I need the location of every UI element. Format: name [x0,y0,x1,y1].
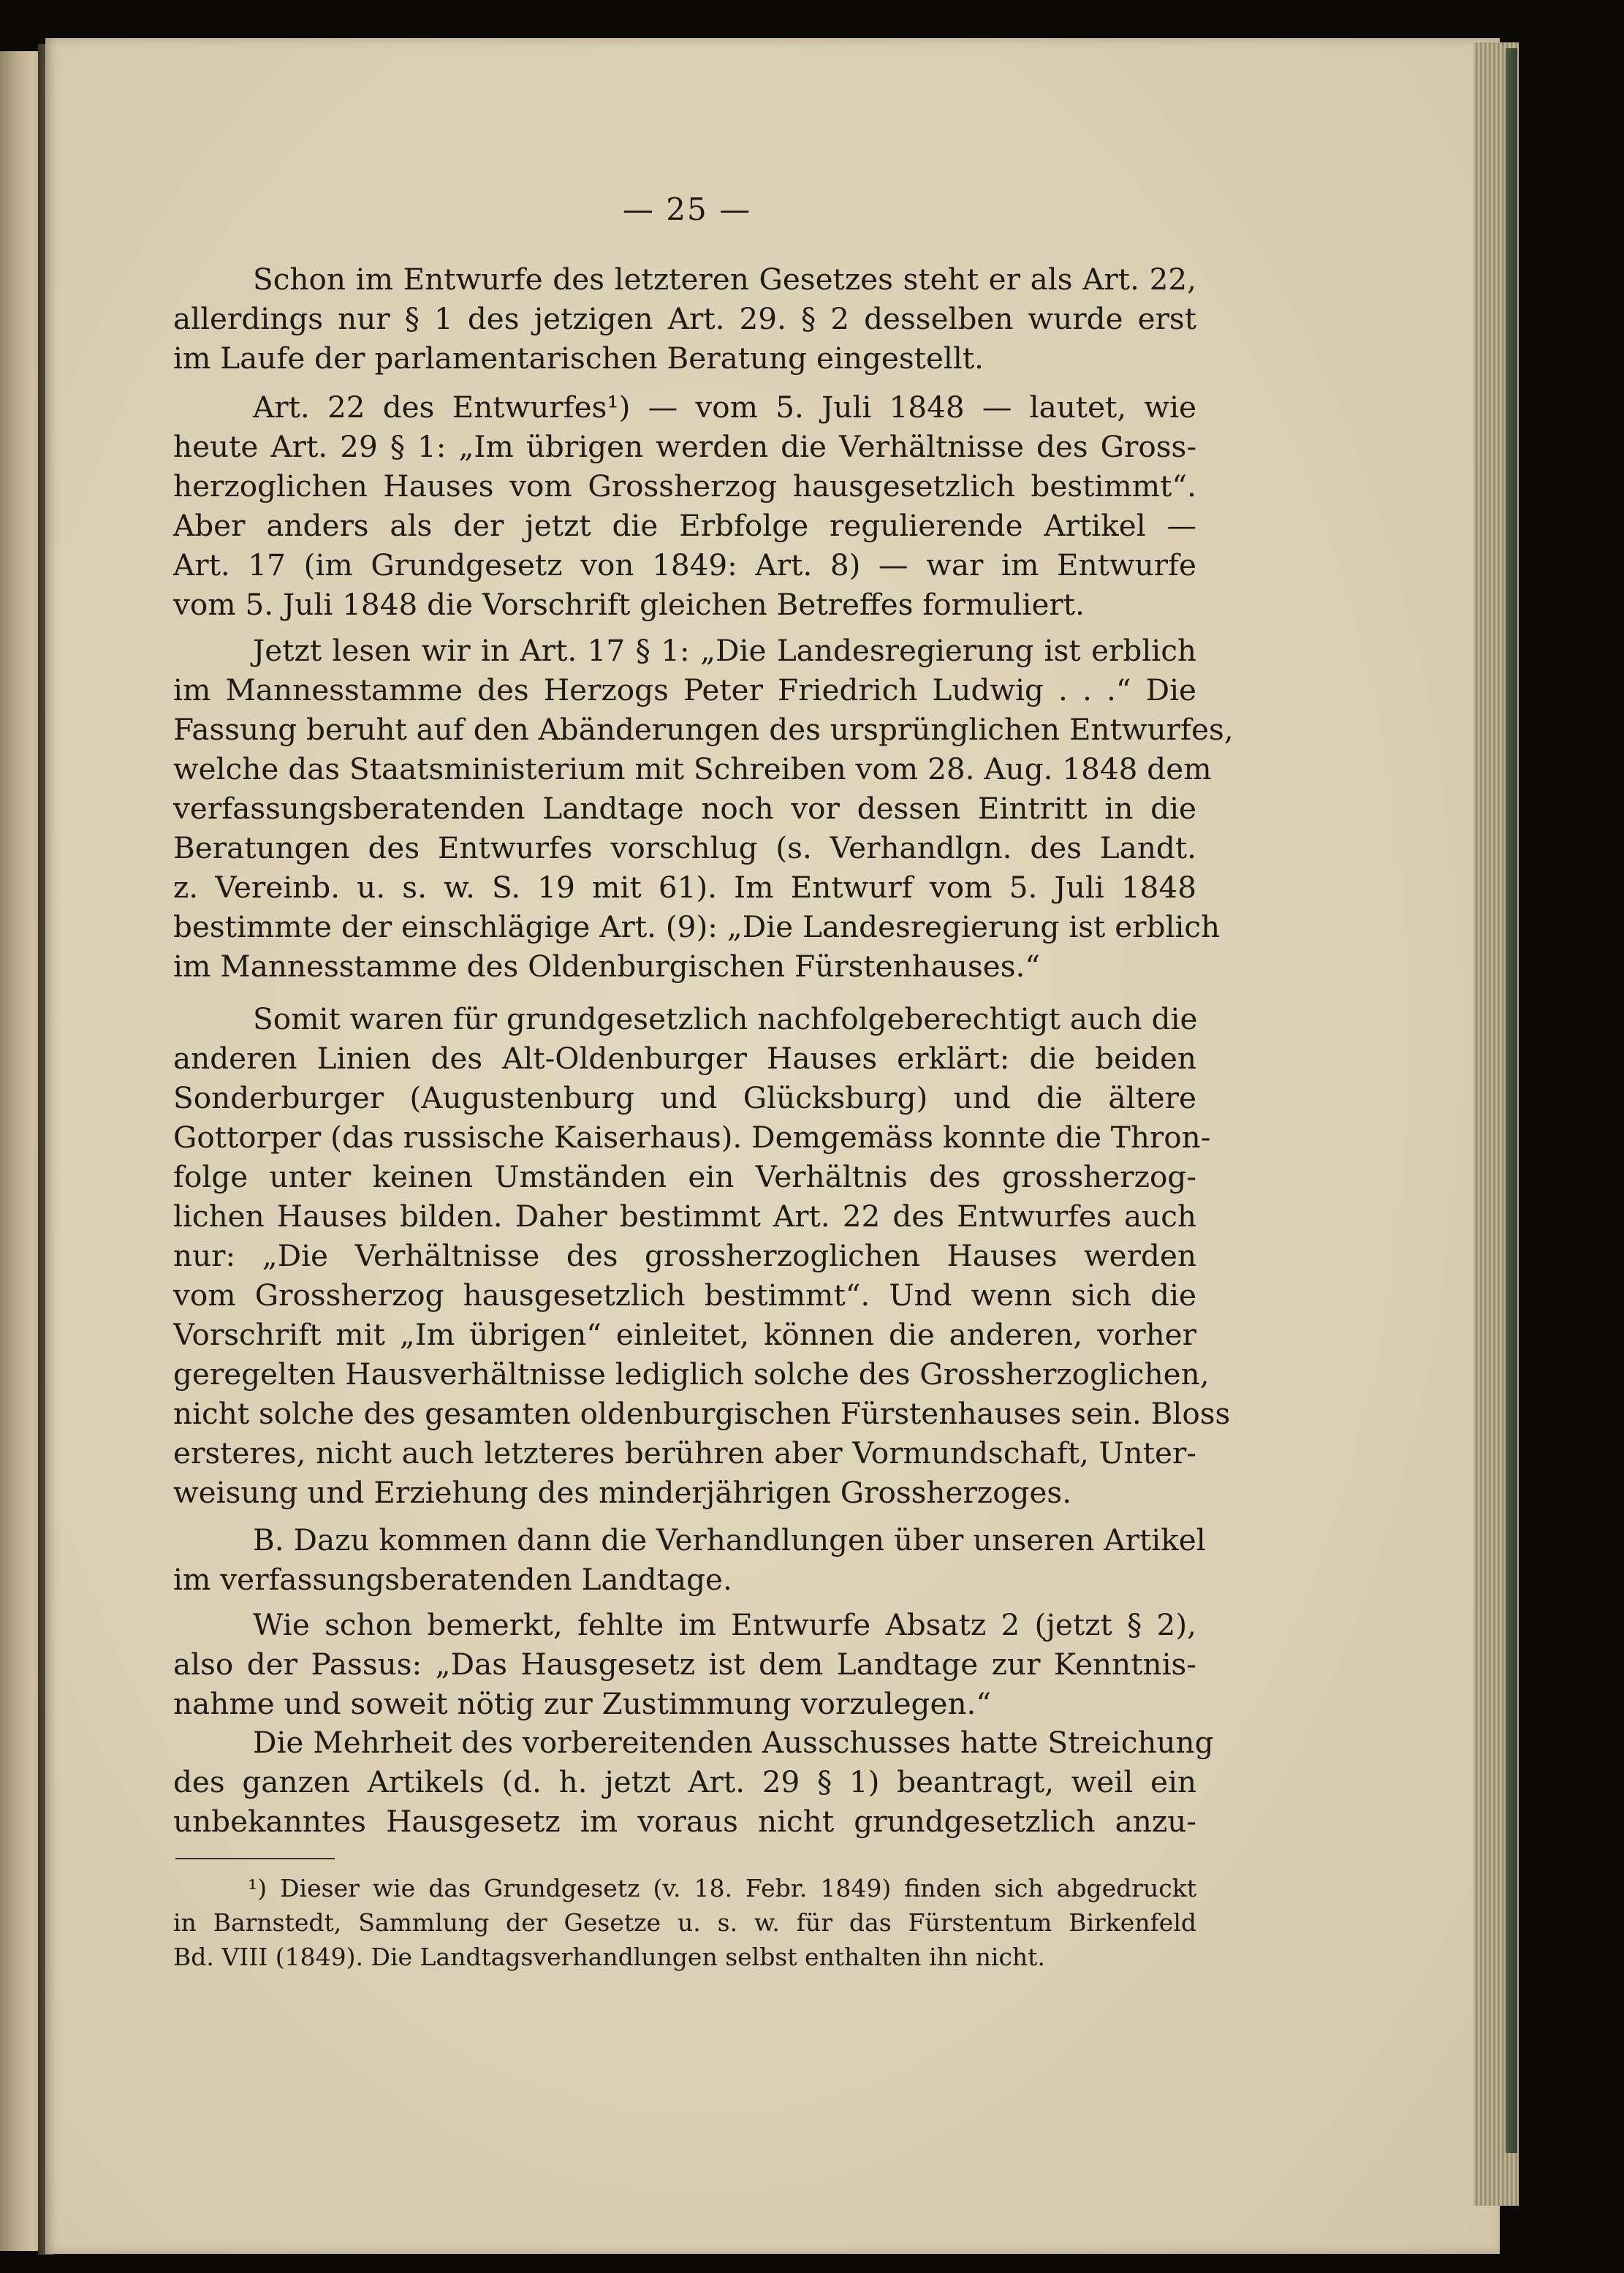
paragraph-6 [173,1605,1196,1723]
text-line: im Mannesstamme des Oldenburgischen Fürstenhauses.“ [173,949,1041,984]
book-cover-edge [1506,48,1517,2153]
text-line: im Laufe der parlamentarischen Beratung eingestellt. [173,341,984,376]
text-line: welche das Staatsministerium mit Schreiben vom 28. Aug. 1848 dem [173,751,1212,786]
text-line: Fassung beruht auf den Abänderungen des ursprünglichen Entwurfes, [173,712,1234,747]
text-line: folge unter keinen Umständen ein Verhältnis des grossherzog- [173,1159,1196,1194]
text-line: Aber anders als der jetzt die Erbfolge regulierende Artikel — [173,508,1196,543]
footnote-line: ¹) Dieser wie das Grundgesetz (v. 18. Febr. 1849) finden sich abgedruckt [248,1874,1196,1902]
text-line: nicht solche des gesamten oldenburgischen Fürstenhauses sein. Bloss [173,1396,1231,1431]
text-line: also der Passus: „Das Hausgesetz ist dem Landtage zur Kenntnis- [173,1647,1196,1682]
page-number: — 25 — [622,191,752,227]
text-line: weisung und Erziehung des minderjährigen Grossherzoges. [173,1475,1072,1510]
text-line: des ganzen Artikels (d. h. jetzt Art. 29 § 1) beantragt, weil ein [173,1764,1196,1799]
text-line: Art. 22 des Entwurfes¹) — vom 5. Juli 1848 — lautet, wie [253,390,1196,425]
text-line: geregelten Hausverhältnisse lediglich solche des Grossherzoglichen, [173,1356,1210,1392]
text-line: unbekanntes Hausgesetz im voraus nicht grundgesetzlich anzu- [173,1804,1196,1839]
text-line: anderen Linien des Alt-Oldenburger Hauses erklärt: die beiden [173,1041,1196,1076]
page-stack-edges [1473,42,1519,2206]
text-line: Wie schon bemerkt, fehlte im Entwurfe Absatz 2 (jetzt § 2), [253,1607,1196,1642]
footnote-line: in Barnstedt, Sammlung der Gesetze u. s. w. für das Fürstentum Birkenfeld [173,1908,1196,1937]
footnote [173,1871,1196,1974]
text-line: verfassungsberatenden Landtage noch vor dessen Eintritt in die [173,791,1196,826]
text-line: Vorschrift mit „Im übrigen“ einleitet, können die anderen, vorher [173,1317,1196,1352]
text-line: B. Dazu kommen dann die Verhandlungen über unseren Artikel [253,1522,1206,1557]
text-line: Die Mehrheit des vorbereitenden Ausschusses hatte Streichung [253,1725,1214,1760]
text-line: Somit waren für grundgesetzlich nachfolgeberechtigt auch die [253,1001,1198,1036]
text-line: bestimmte der einschlägige Art. (9): „Die Landesregierung ist erblich [173,909,1221,944]
text-line: lichen Hauses bilden. Daher bestimmt Art. 22 des Entwurfes auch [173,1199,1196,1234]
text-line: Schon im Entwurfe des letzteren Gesetzes steht er als Art. 22, [253,262,1196,297]
footnote-separator [175,1858,335,1859]
text-line: ersteres, nicht auch letzteres berühren aber Vormundschaft, Unter- [173,1435,1196,1471]
paragraph-2 [173,387,1196,624]
text-line: Art. 17 (im Grundgesetz von 1849: Art. 8) — war im Entwurfe [173,547,1196,583]
paragraph-7 [173,1723,1214,1841]
text-line: herzoglichen Hauses vom Grossherzog hausgesetzlich bestimmt“. [173,468,1196,504]
text-line: Sonderburger (Augustenburg und Glücksburg) und die ältere [173,1080,1196,1115]
text-line: z. Vereinb. u. s. w. S. 19 mit 61). Im Entwurf vom 5. Juli 1848 [173,870,1196,905]
text-line: im verfassungsberatenden Landtage. [173,1562,732,1597]
text-line: Beratungen des Entwurfes vorschlug (s. Verhandlgn. des Landt. [173,830,1196,865]
paragraph-1 [173,259,1196,378]
text-line: im Mannesstamme des Herzogs Peter Friedrich Ludwig . . .“ Die [173,672,1196,707]
text-line: vom Grossherzog hausgesetzlich bestimmt“. Und wenn sich die [173,1278,1196,1313]
text-line: nur: „Die Verhältnisse des grossherzoglichen Hauses werden [173,1238,1196,1273]
text-line: nahme und soweit nötig zur Zustimmung vorzulegen.“ [173,1686,992,1721]
text-line: allerdings nur § 1 des jetzigen Art. 29. § 2 desselben wurde erst [173,301,1196,336]
text-line: heute Art. 29 § 1: „Im übrigen werden die Verhältnisse des Gross- [173,429,1196,464]
text-line: Jetzt lesen wir in Art. 17 § 1: „Die Landesregierung ist erblich [253,633,1196,668]
footnote-line: Bd. VIII (1849). Die Landtagsverhandlungen selbst enthalten ihn nicht. [173,1943,1045,1971]
paragraph-5 [173,1520,1206,1599]
left-page-edge [0,51,41,2251]
paragraph-3 [173,631,1234,986]
text-line: vom 5. Juli 1848 die Vorschrift gleichen Betreffes formuliert. [173,587,1085,622]
text-line: Gottorper (das russische Kaiserhaus). Demgemäss konnte die Thron- [173,1120,1211,1155]
paragraph-4 [173,999,1231,1512]
